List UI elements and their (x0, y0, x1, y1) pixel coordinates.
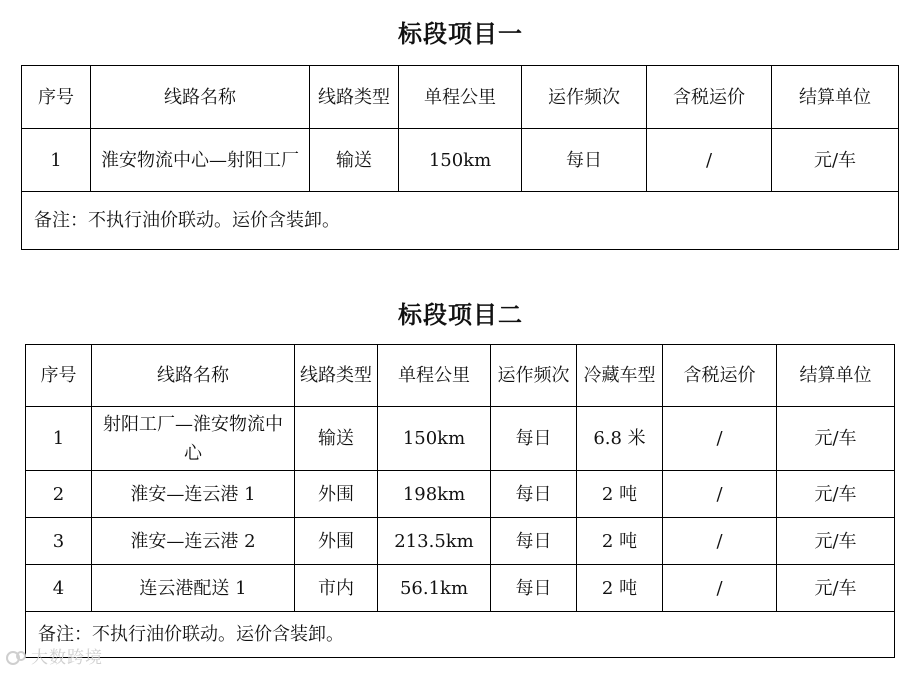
cell-price: / (663, 407, 777, 471)
cell-index: 1 (26, 407, 92, 471)
header-cell: 线路类型 (310, 66, 399, 129)
header-cell: 含税运价 (647, 66, 772, 129)
table-row (22, 129, 899, 192)
header-cell: 序号 (22, 66, 91, 129)
cell-price: / (663, 471, 777, 518)
note-row (22, 192, 899, 250)
note-text: 备注：不执行油价联动。运价含装卸。 (26, 612, 895, 658)
header-cell: 单程公里 (399, 66, 522, 129)
project1-title: 标段项目一 (398, 20, 523, 48)
watermark (6, 643, 103, 668)
table-row (26, 565, 895, 612)
header-cell: 含税运价 (663, 345, 777, 407)
cell-frequency: 每日 (491, 407, 577, 471)
cell-price: / (663, 565, 777, 612)
header-cell: 运作频次 (522, 66, 647, 129)
table-header-row (22, 66, 899, 129)
watermark-text: 大数跨境 (31, 648, 103, 668)
project2-title: 标段项目二 (398, 301, 523, 329)
cell-distance: 213.5km (378, 518, 491, 565)
cell-distance: 56.1km (378, 565, 491, 612)
cell-frequency: 每日 (491, 471, 577, 518)
cell-unit: 元/车 (777, 518, 895, 565)
cell-index: 1 (22, 129, 91, 192)
cell-index: 2 (26, 471, 92, 518)
header-cell: 运作频次 (491, 345, 577, 407)
cell-index: 3 (26, 518, 92, 565)
cell-unit: 元/车 (777, 565, 895, 612)
table-header-row (26, 345, 895, 407)
project1-table (21, 65, 899, 250)
cell-truck: 2 吨 (577, 471, 663, 518)
cell-frequency: 每日 (491, 565, 577, 612)
header-cell: 结算单位 (777, 345, 895, 407)
header-cell: 线路类型 (295, 345, 378, 407)
cell-index: 4 (26, 565, 92, 612)
cell-route: 淮安—连云港 2 (92, 518, 295, 565)
cell-truck: 2 吨 (577, 565, 663, 612)
table-row (26, 518, 895, 565)
header-cell: 结算单位 (772, 66, 899, 129)
cell-route: 淮安—连云港 1 (92, 471, 295, 518)
table-row (26, 407, 895, 471)
cell-unit: 元/车 (777, 407, 895, 471)
cell-distance: 198km (378, 471, 491, 518)
cell-price: / (663, 518, 777, 565)
cell-unit: 元/车 (777, 471, 895, 518)
cell-price: / (647, 129, 772, 192)
header-cell: 单程公里 (378, 345, 491, 407)
cell-truck: 6.8 米 (577, 407, 663, 471)
cell-type: 外围 (295, 471, 378, 518)
header-cell: 冷藏车型 (577, 345, 663, 407)
table-row (26, 471, 895, 518)
cell-route: 淮安物流中心—射阳工厂 (91, 129, 310, 192)
note-text: 备注：不执行油价联动。运价含装卸。 (22, 192, 899, 250)
header-cell: 线路名称 (91, 66, 310, 129)
cell-frequency: 每日 (491, 518, 577, 565)
cell-type: 输送 (295, 407, 378, 471)
cell-type: 外围 (295, 518, 378, 565)
cell-truck: 2 吨 (577, 518, 663, 565)
cell-unit: 元/车 (772, 129, 899, 192)
header-cell: 线路名称 (92, 345, 295, 407)
watermark-logo-icon (6, 649, 28, 667)
header-cell: 序号 (26, 345, 92, 407)
cell-distance: 150km (399, 129, 522, 192)
note-row (26, 612, 895, 658)
cell-frequency: 每日 (522, 129, 647, 192)
cell-route: 连云港配送 1 (92, 565, 295, 612)
cell-distance: 150km (378, 407, 491, 471)
project2-table (25, 344, 895, 658)
cell-type: 输送 (310, 129, 399, 192)
cell-type: 市内 (295, 565, 378, 612)
cell-route: 射阳工厂—淮安物流中心 (92, 407, 295, 471)
